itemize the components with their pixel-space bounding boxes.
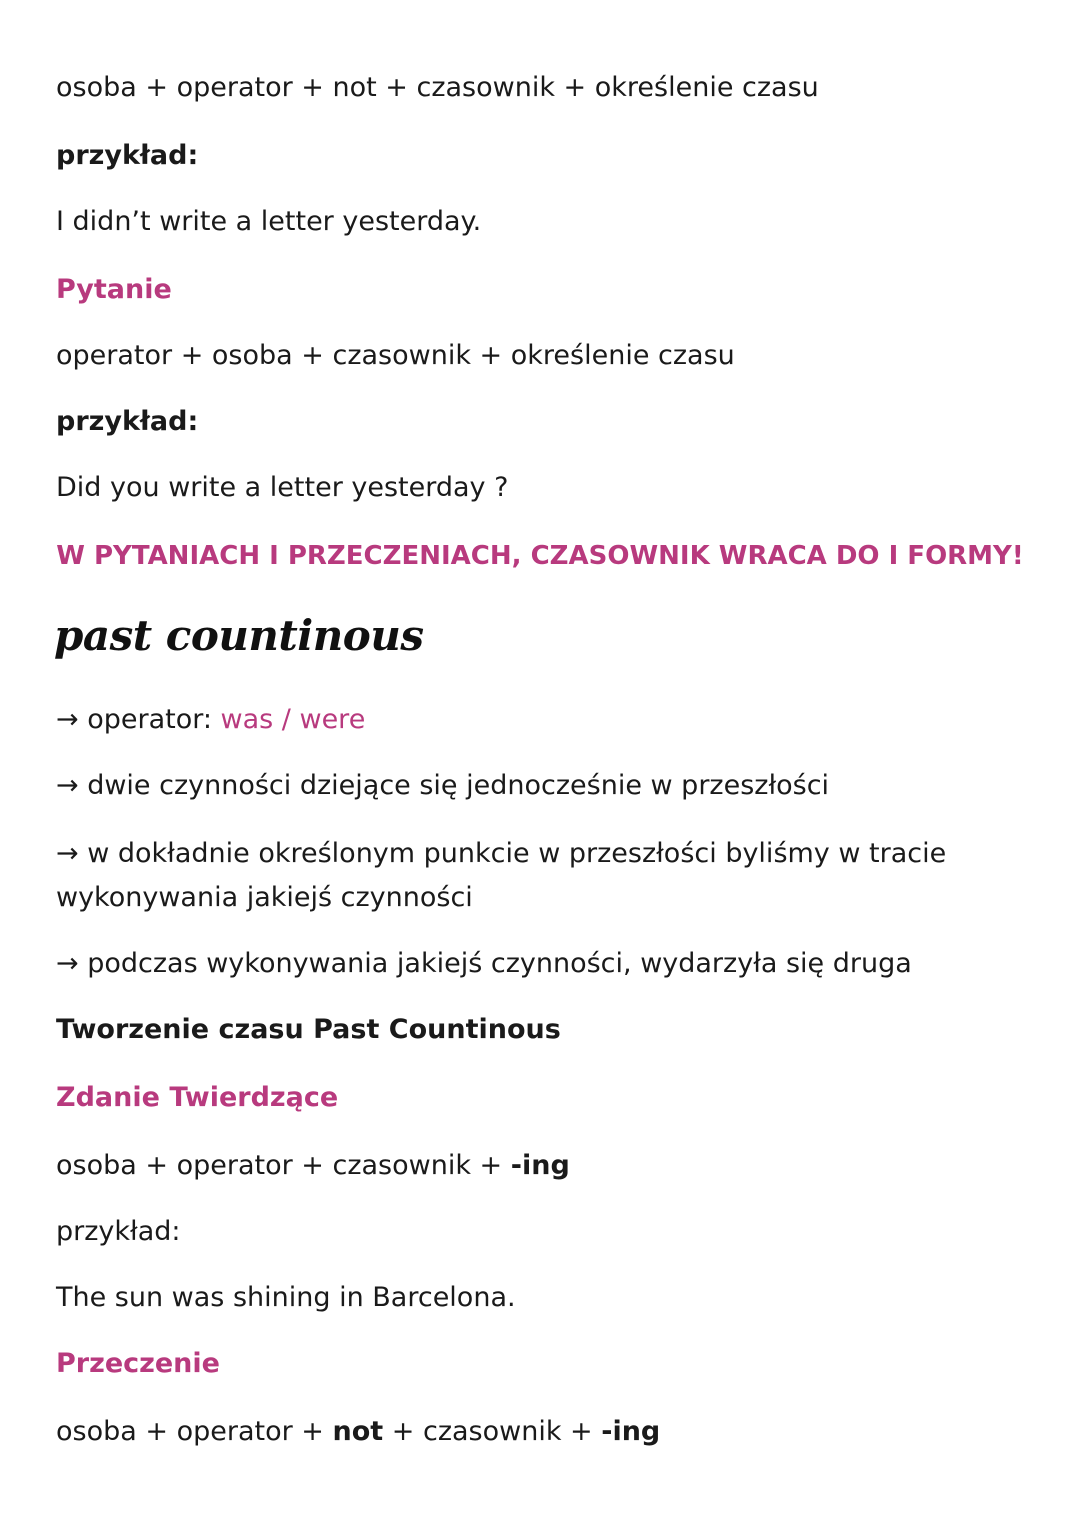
negative-heading: Przeczenie <box>56 1348 220 1379</box>
negative-formula-part2: + czasownik + <box>383 1416 602 1447</box>
negative-example: I didn’t write a letter yesterday. <box>56 206 482 237</box>
example-label: przykład: <box>56 140 199 171</box>
affirmative-example: The sun was shining in Barcelona. <box>56 1282 516 1313</box>
negative-formula: osoba + operator + not + czasownik + określenie czasu <box>56 72 819 103</box>
affirmative-heading: Zdanie Twierdzące <box>56 1082 339 1113</box>
section-title: past countinous <box>54 611 424 660</box>
question-heading: Pytanie <box>56 274 172 305</box>
grammar-note: W PYTANIACH I PRZECZENIACH, CZASOWNIK WRACA DO I FORMY! <box>56 541 1024 571</box>
question-example: Did you write a letter yesterday ? <box>56 472 509 503</box>
bullet-operator <box>56 698 365 742</box>
negative-formula-part1: osoba + operator + <box>56 1416 333 1447</box>
bullet-operator-value: was / were <box>220 704 366 735</box>
bullet-operator-label: → operator: <box>56 704 221 735</box>
example-label: przykład: <box>56 1216 181 1247</box>
bullet-specific-point-line1: → w dokładnie określonym punkcie w przeszłości byliśmy w tracie <box>56 838 947 869</box>
bullet-interrupted: → podczas wykonywania jakiejś czynności, wydarzyła się druga <box>56 948 912 979</box>
example-label: przykład: <box>56 406 199 437</box>
bullet-specific-point <box>56 832 956 920</box>
affirmative-formula <box>56 1144 570 1188</box>
bullet-specific-point-line2: wykonywania jakiejś czynności <box>56 882 473 913</box>
negative-formula-not: not <box>332 1416 384 1447</box>
question-formula: operator + osoba + czasownik + określenie czasu <box>56 340 735 371</box>
formation-heading: Tworzenie czasu Past Countinous <box>56 1014 561 1045</box>
affirmative-formula-text: osoba + operator + czasownik + <box>56 1150 511 1181</box>
negative-formula-continuous <box>56 1410 660 1454</box>
negative-formula-ing: -ing <box>601 1416 661 1447</box>
affirmative-formula-ing: -ing <box>510 1150 570 1181</box>
bullet-simultaneous: → dwie czynności dziejące się jednocześnie w przeszłości <box>56 770 830 801</box>
